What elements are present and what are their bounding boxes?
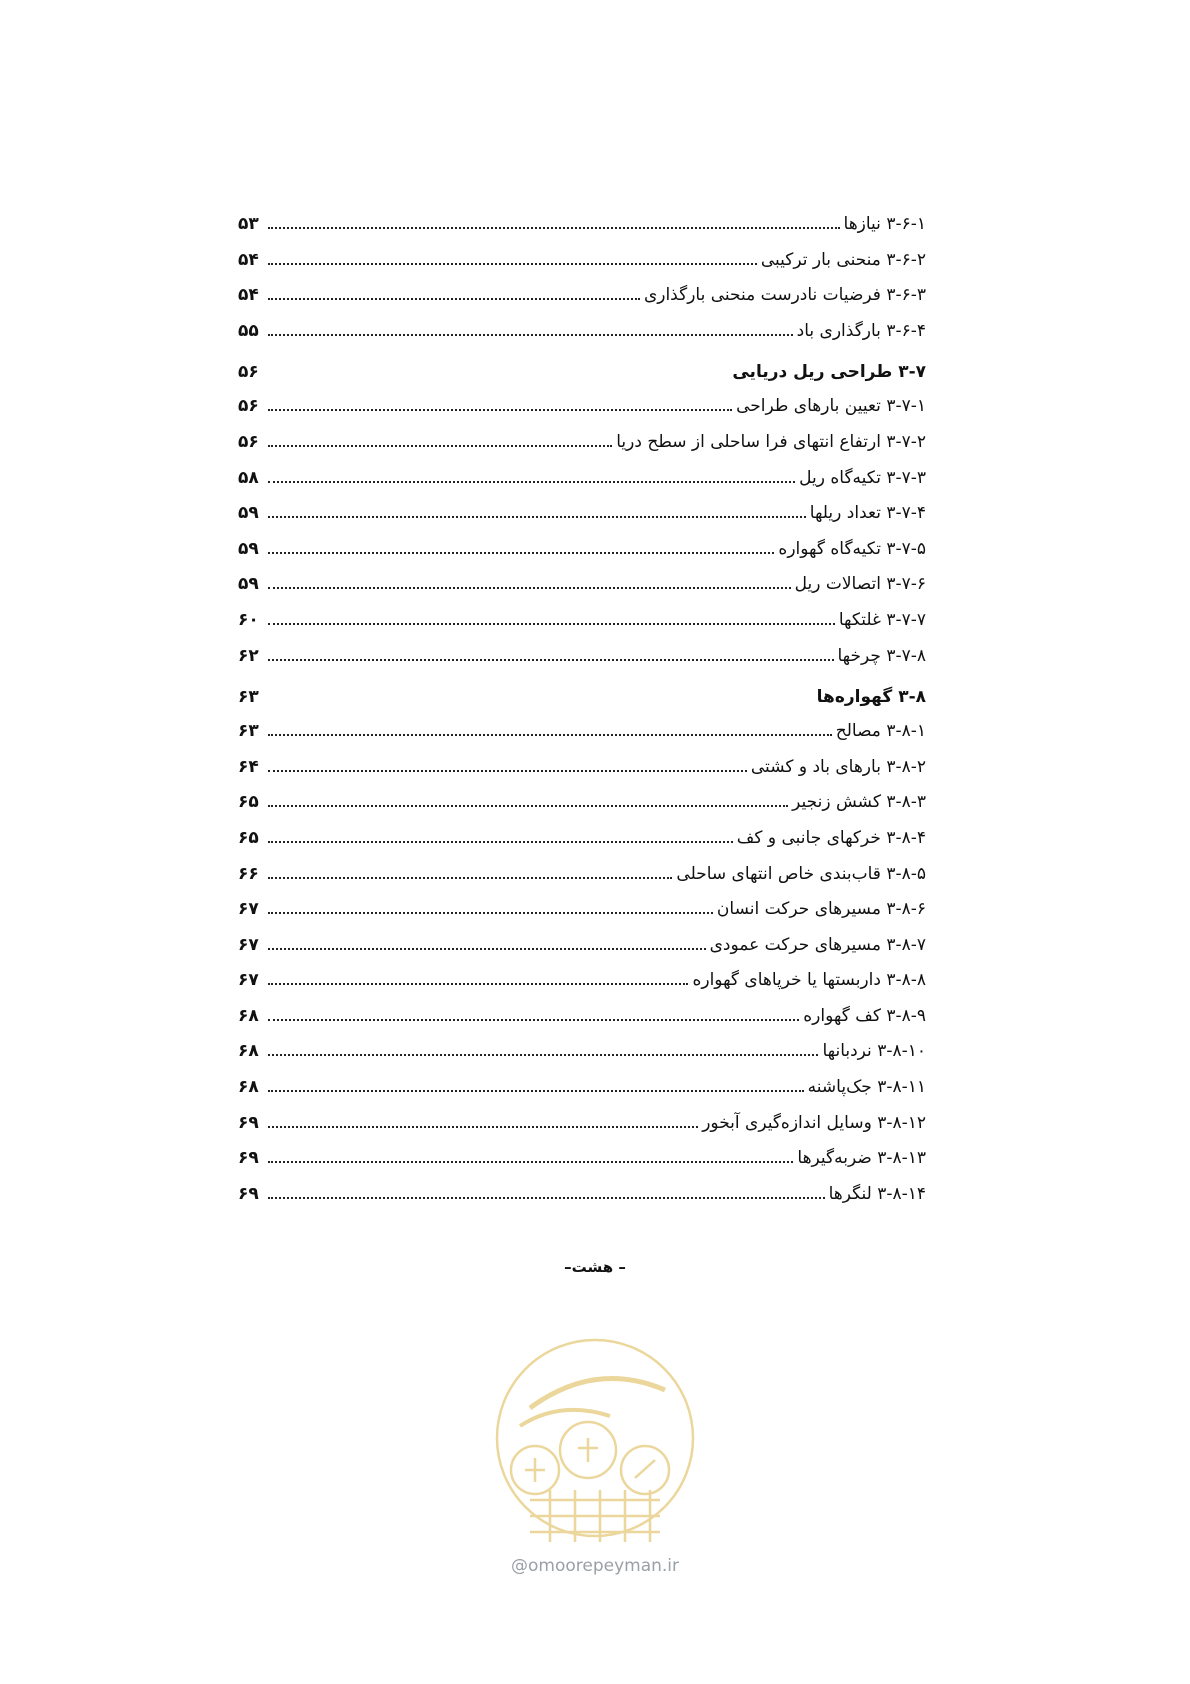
toc-entry	[238, 1148, 926, 1184]
toc-page-number: ۶۷	[238, 934, 259, 955]
toc-entry-title: ۳-۸-۳ کشش زنجیر	[792, 792, 926, 813]
toc-entry	[238, 321, 926, 357]
toc-entry	[238, 539, 926, 575]
toc-page-number: ۵۹	[238, 574, 259, 595]
toc-entry	[238, 721, 926, 757]
toc-entry	[238, 432, 926, 468]
toc-page-number: ۶۹	[238, 1183, 259, 1204]
toc-entry-title: ۳-۸-۸ داربستها یا خرپاهای گهواره	[692, 970, 926, 991]
toc-entry-title: ۳-۷-۵ تکیه‌گاه گهواره	[778, 538, 926, 559]
toc-entry-title: ۳-۷-۴ تعداد ریلها	[809, 503, 926, 524]
toc-entry	[238, 250, 926, 286]
toc-page-number: ۶۵	[238, 827, 259, 848]
toc-entry-title: ۳-۸-۱۰ نردبانها	[822, 1041, 926, 1062]
toc-page-number: ۵۸	[238, 467, 259, 488]
dot-leader	[268, 552, 774, 554]
dot-leader	[268, 298, 640, 300]
dot-leader	[268, 263, 757, 265]
toc-entry	[238, 214, 926, 250]
watermark-url: @omoorepeyman.ir	[510, 1556, 680, 1576]
toc-entry-title: ۳-۷-۱ تعیین بارهای طراحی	[736, 396, 926, 417]
toc-page-number: ۶۷	[238, 899, 259, 920]
toc-entry-title: ۳-۸ گهواره‌ها	[816, 687, 926, 708]
toc-entry-title: ۳-۸-۲ بارهای باد و کشتی	[750, 756, 926, 777]
toc-entry-title: ۳-۷-۸ چرخها	[837, 645, 926, 666]
toc-section-heading	[238, 356, 926, 396]
toc-entry-title: ۳-۸-۱ مصالح	[835, 721, 926, 742]
toc-page-number: ۶۸	[238, 1077, 259, 1098]
toc-entry	[238, 1184, 926, 1220]
toc-entry-title: ۳-۸-۵ قاب‌بندی خاص انتهای ساحلی	[676, 863, 926, 884]
toc-entry-title: ۳-۸-۹ کف گهواره	[803, 1005, 926, 1026]
dot-leader	[268, 516, 806, 518]
dot-leader	[268, 948, 706, 950]
watermark	[490, 1330, 700, 1580]
dot-leader	[268, 334, 793, 336]
dot-leader	[268, 659, 834, 661]
toc-entry-title: ۳-۸-۴ خرکهای جانبی و کف	[736, 827, 926, 848]
toc-page-number: ۶۷	[238, 970, 259, 991]
dot-leader	[268, 1054, 818, 1056]
toc-entry-title: ۳-۷-۲ ارتفاع انتهای فرا ساحلی از سطح دریا	[616, 431, 926, 452]
toc-page-number: ۵۳	[238, 214, 259, 234]
dot-leader	[268, 877, 672, 879]
toc-entry	[238, 1077, 926, 1113]
toc-entry-title: ۳-۷-۳ تکیه‌گاه ریل	[799, 467, 926, 488]
dot-leader	[268, 587, 791, 589]
dot-leader	[268, 1126, 698, 1128]
toc-entry-title: ۳-۶-۱ نیازها	[843, 214, 926, 234]
toc-page-number: ۵۵	[238, 320, 259, 341]
toc-page-number: ۵۶	[238, 431, 259, 452]
toc-page-number: ۵۹	[238, 538, 259, 559]
toc-entry	[238, 864, 926, 900]
toc-page-number: ۶۸	[238, 1005, 259, 1026]
toc-page-number: ۶۶	[238, 863, 259, 884]
toc-page-number: ۶۴	[238, 756, 259, 777]
toc-entry-title: ۳-۸-۱۴ لنگرها	[828, 1183, 926, 1204]
toc-entry	[238, 935, 926, 971]
toc-entry-title: ۳-۷ طراحی ریل دریایی	[732, 362, 926, 383]
dot-leader	[268, 912, 713, 914]
dot-leader	[268, 1197, 825, 1199]
toc-page-number: ۶۲	[238, 645, 259, 666]
toc-entry	[238, 285, 926, 321]
toc-entry-title: ۳-۷-۶ اتصالات ریل	[794, 574, 926, 595]
dot-leader	[268, 983, 688, 985]
toc-entry-title: ۳-۶-۳ فرضیات نادرست منحنی بارگذاری	[643, 285, 926, 306]
toc-entry	[238, 646, 926, 682]
toc-page-number: ۵۹	[238, 503, 259, 524]
toc-page-number: ۶۸	[238, 1041, 259, 1062]
toc-entry-title: ۳-۶-۲ منحنی بار ترکیبی	[760, 249, 926, 270]
dot-leader	[268, 1019, 799, 1021]
toc-page-number: ۶۹	[238, 1148, 259, 1169]
toc-entry-title: ۳-۷-۷ غلتکها	[838, 609, 926, 630]
toc-entry-title: ۳-۸-۱۲ وسایل اندازه‌گیری آبخور	[702, 1112, 926, 1133]
toc-page-number: ۵۴	[238, 285, 259, 306]
toc-page-number: ۶۵	[238, 792, 259, 813]
dot-leader	[268, 1161, 793, 1163]
toc-page-number: ۶۰	[238, 609, 259, 630]
toc-entry-title: ۳-۶-۴ بارگذاری باد	[796, 320, 926, 341]
dot-leader	[268, 734, 832, 736]
table-of-contents	[238, 214, 926, 1219]
toc-entry-title: ۳-۸-۱۳ ضربه‌گیرها	[797, 1148, 926, 1169]
toc-page-number: ۶۳	[238, 721, 259, 742]
toc-entry	[238, 828, 926, 864]
toc-page-number: ۵۴	[238, 249, 259, 270]
toc-entry	[238, 1006, 926, 1042]
toc-entry	[238, 574, 926, 610]
toc-entry-title: ۳-۸-۷ مسیرهای حرکت عمودی	[709, 934, 926, 955]
toc-entry	[238, 1113, 926, 1149]
toc-entry	[238, 503, 926, 539]
dot-leader	[268, 227, 840, 229]
toc-entry	[238, 757, 926, 793]
dot-leader	[268, 445, 612, 447]
toc-entry	[238, 970, 926, 1006]
toc-page-number: ۶۳	[238, 687, 259, 708]
dot-leader	[268, 623, 835, 625]
toc-entry-title: ۳-۸-۶ مسیرهای حرکت انسان	[716, 899, 926, 920]
toc-entry	[238, 1041, 926, 1077]
dot-leader	[268, 841, 733, 843]
toc-page-number: ۵۶	[238, 362, 259, 383]
dot-leader	[268, 1090, 804, 1092]
dot-leader	[268, 770, 747, 772]
page-number-footer: – هشت–	[564, 1258, 626, 1276]
dot-leader	[268, 805, 788, 807]
toc-entry	[238, 899, 926, 935]
toc-entry	[238, 792, 926, 828]
watermark-logo-icon	[490, 1330, 700, 1550]
toc-entry	[238, 468, 926, 504]
toc-entry	[238, 610, 926, 646]
toc-entry	[238, 396, 926, 432]
toc-page-number: ۵۶	[238, 396, 259, 417]
toc-section-heading	[238, 681, 926, 721]
toc-page-number: ۶۹	[238, 1112, 259, 1133]
toc-entry-title: ۳-۸-۱۱ جک‌پاشنه	[807, 1077, 926, 1098]
dot-leader	[268, 409, 732, 411]
dot-leader	[268, 481, 795, 483]
